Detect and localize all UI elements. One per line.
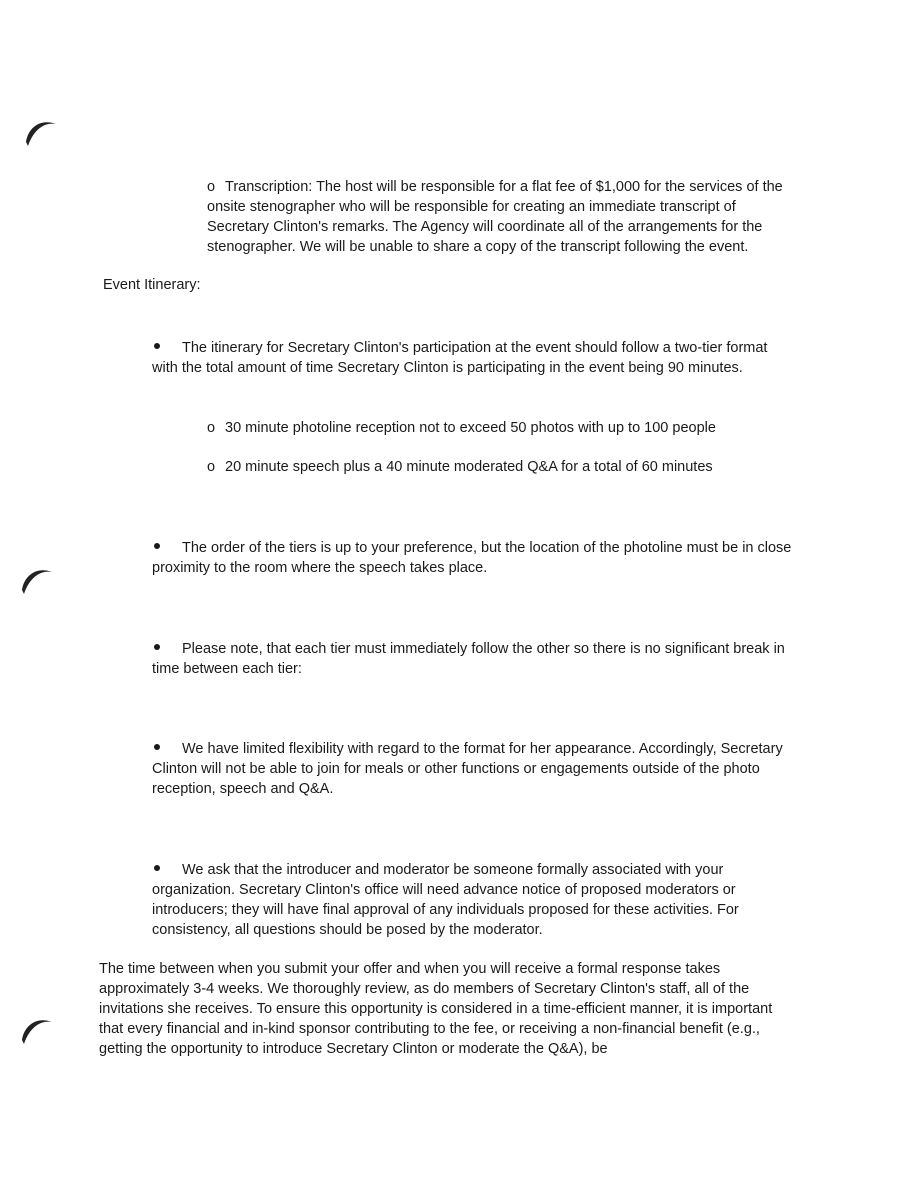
bullet-text: The itinerary for Secretary Clinton's participation at the event should follow a two-tier format with the total amount of time Secretary Clinton is participating in the event being 90 minutes. — [152, 340, 768, 376]
circle-bullet-icon: o — [207, 420, 216, 436]
bullet-dot-icon — [154, 343, 160, 349]
circle-bullet-icon: o — [207, 179, 216, 195]
sub-bullet-item — [207, 418, 797, 438]
bullet-text: Please note, that each tier must immediately follow the other so there is no significant break in time between each tier: — [152, 641, 785, 677]
bullet-item — [152, 338, 792, 378]
transcription-text: Transcription: The host will be responsible for a flat fee of $1,000 for the services of the onsite stenographer who will be responsible for creating an immediate transcript of Secretary Clinton's remarks. The Agency will coordinate all of the arrangements for the stenographer. We will be unable to share a copy of the transcript following the event. — [207, 179, 783, 255]
punch-hole-mark — [18, 1010, 58, 1050]
transcription-item — [207, 177, 797, 257]
bullet-dot-icon — [154, 865, 160, 871]
bullet-item — [152, 639, 792, 679]
punch-hole-mark — [18, 560, 58, 600]
bullet-dot-icon — [154, 543, 160, 549]
sub-bullet-item — [207, 457, 797, 477]
bullet-item — [152, 739, 792, 799]
circle-bullet-icon: o — [207, 459, 216, 475]
sub-bullet-text: 30 minute photoline reception not to exceed 50 photos with up to 100 people — [225, 420, 716, 436]
bullet-text: The order of the tiers is up to your preference, but the location of the photoline must be in close proximity to the room where the speech takes place. — [152, 540, 792, 576]
closing-paragraph: The time between when you submit your offer and when you will receive a formal response takes approximately 3-4 weeks. We thoroughly review, as do members of Secretary Clinton's staff, all of the invitations she receives. To ensure this opportunity is considered in a time-efficient manner, it is important that every financial and in-kind sponsor contributing to the fee, or receiving a non-financial benefit (e.g., getting the opportunity to introduce Secretary Clinton or moderate the Q&A), be — [99, 961, 773, 1057]
itinerary-heading: Event Itinerary: — [103, 277, 201, 293]
bullet-item — [152, 860, 792, 940]
bullet-text: We ask that the introducer and moderator be someone formally associated with your organization. Secretary Clinton's office will need advance notice of proposed moderators or introducers; they will have final approval of any individuals proposed for these activities. For consistency, all questions should be posed by the moderator. — [152, 862, 739, 938]
bullet-item — [152, 538, 792, 578]
sub-bullet-text: 20 minute speech plus a 40 minute moderated Q&A for a total of 60 minutes — [225, 459, 713, 475]
bullet-dot-icon — [154, 644, 160, 650]
punch-hole-mark — [22, 112, 62, 152]
bullet-text: We have limited flexibility with regard to the format for her appearance. Accordingly, Secretary Clinton will not be able to join for meals or other functions or engagements outside of the photo reception, speech and Q&A. — [152, 741, 783, 797]
bullet-dot-icon — [154, 744, 160, 750]
